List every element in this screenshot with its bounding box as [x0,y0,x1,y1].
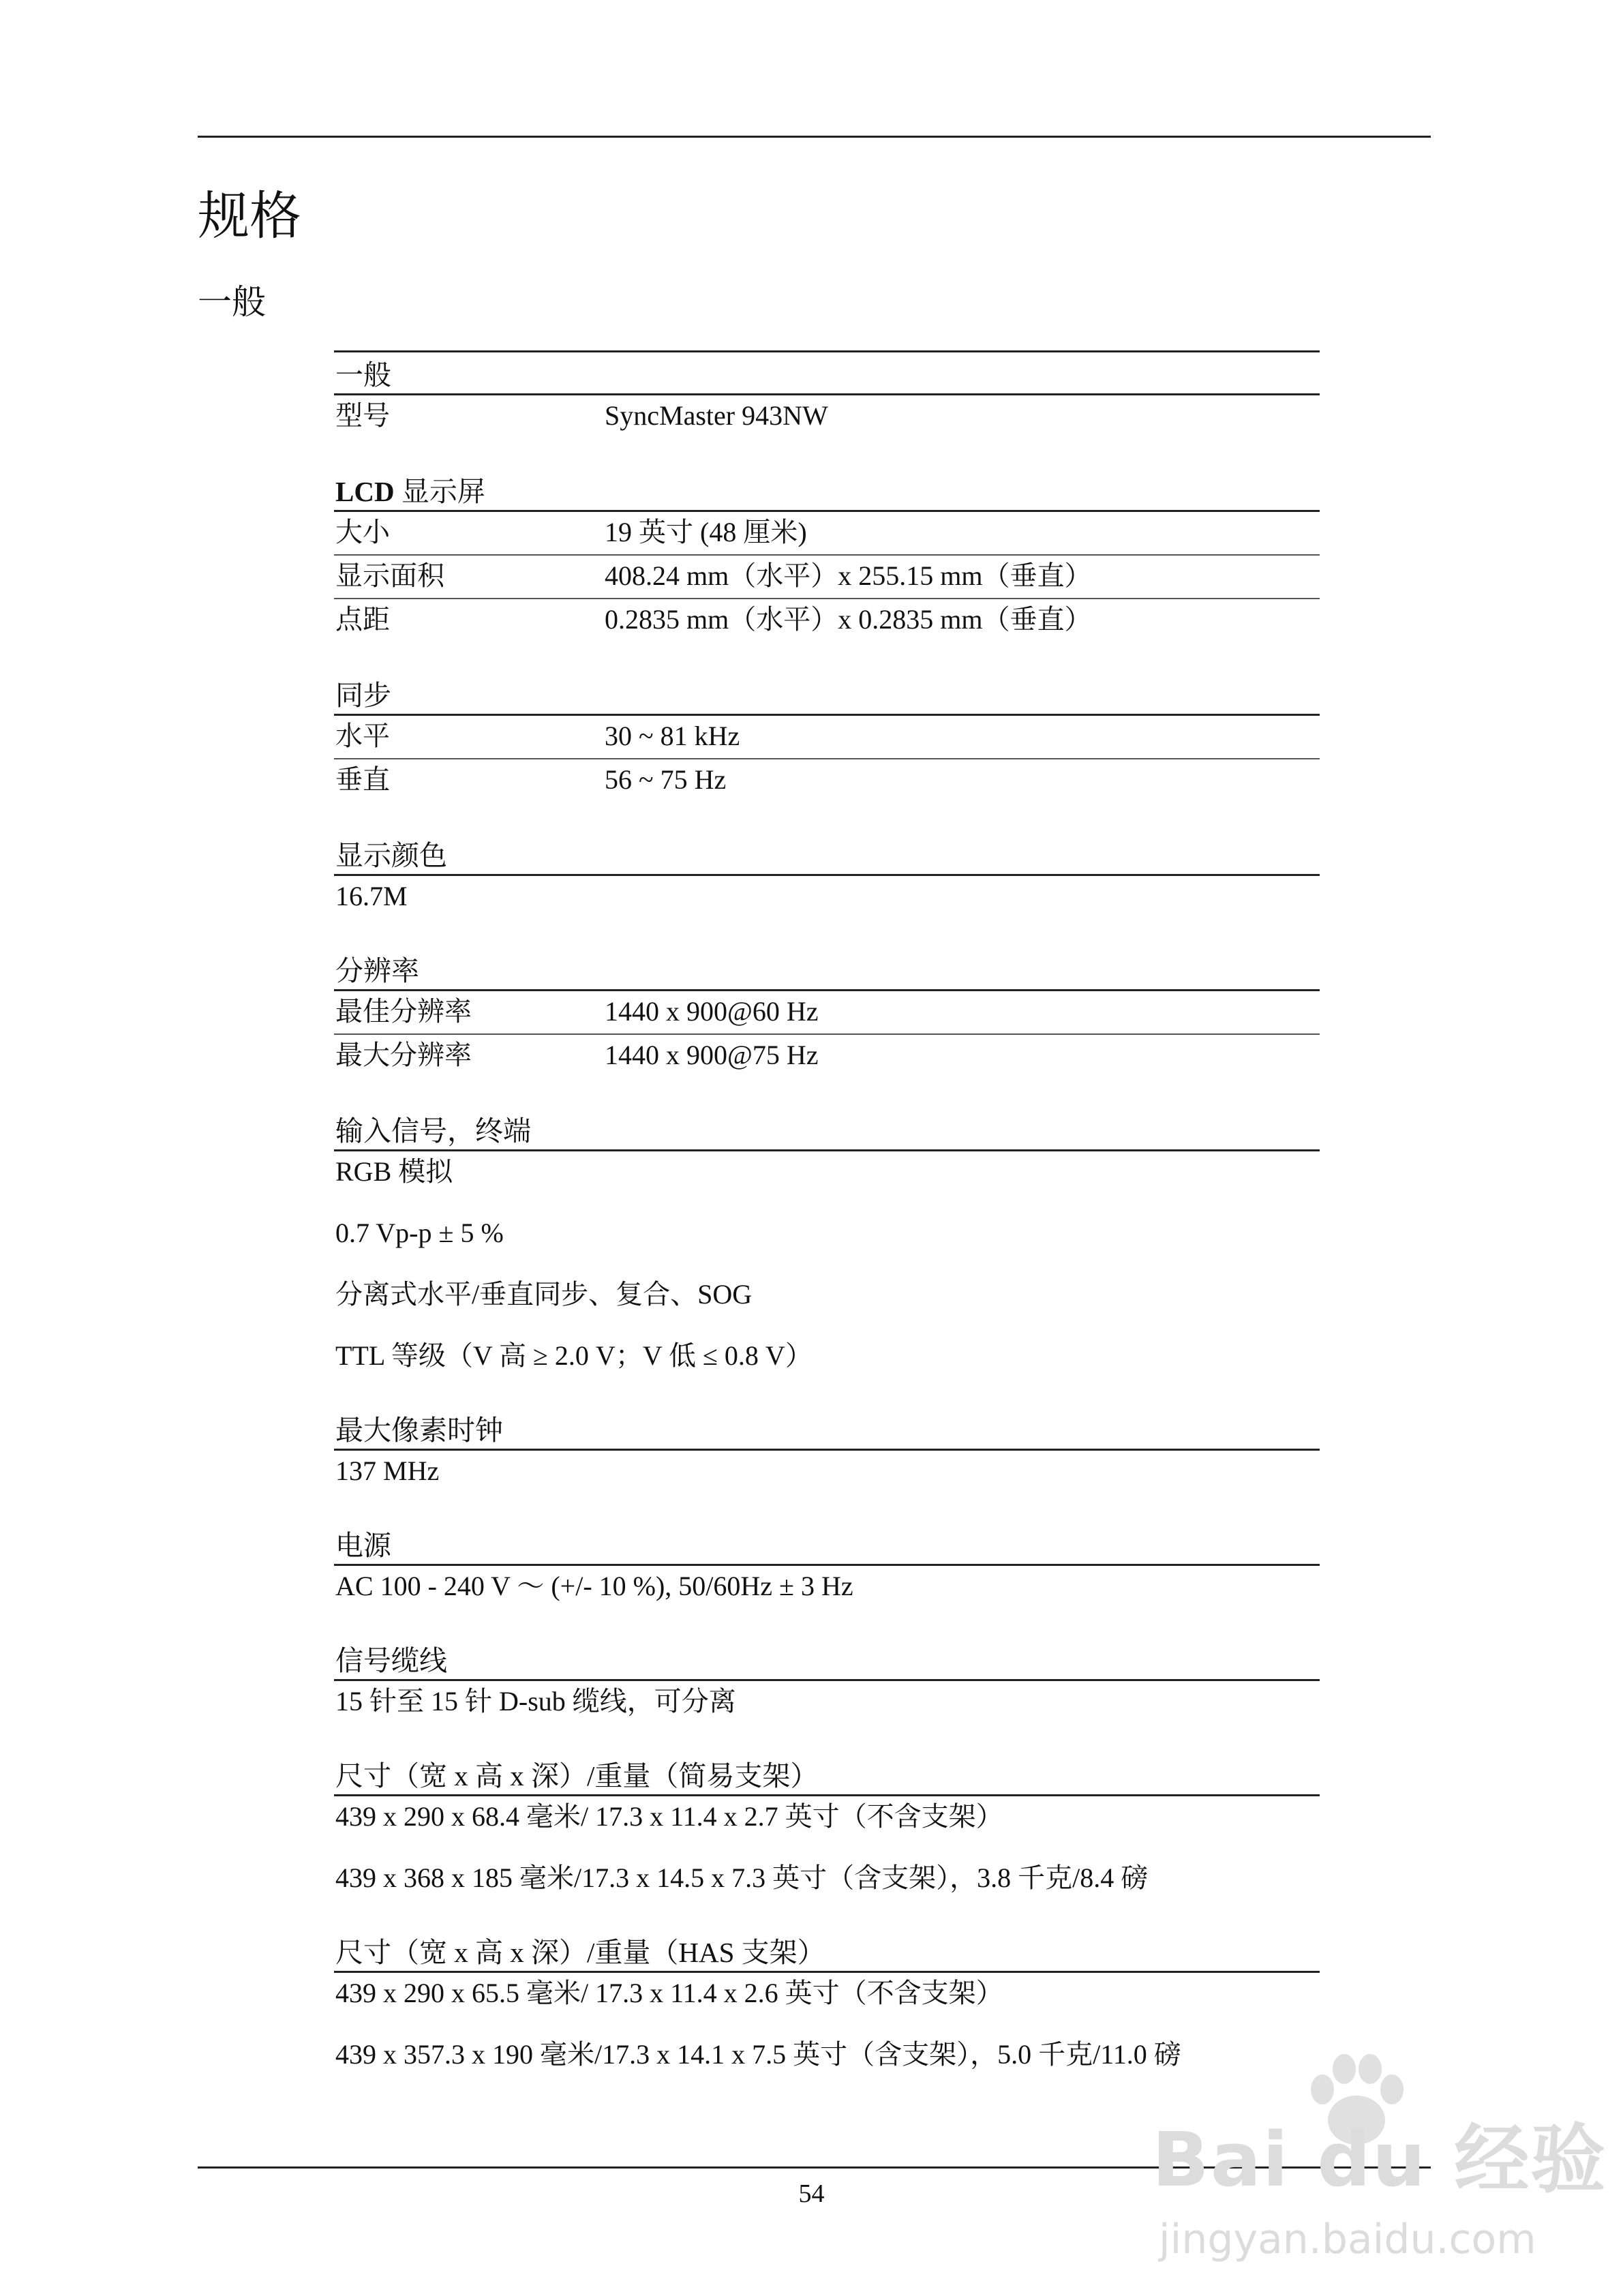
group-title [334,1113,1320,1151]
spec-key: 最大分辨率 [335,1040,472,1070]
spec-row [334,716,1320,758]
spec-group [334,1642,1320,1722]
group-title [334,1757,1320,1796]
group-title-bold: LCD [335,476,395,507]
spec-line: 137 MHz [335,1455,440,1486]
spec-row [334,512,1320,554]
spec-value: 56 ~ 75 Hz [605,764,727,795]
spec-key: 垂直 [335,764,390,795]
spec-line: AC 100 - 240 V ～ (+/- 10 %), 50/60Hz ± 3 Hz [335,1571,853,1601]
spec-group [334,1757,1320,1899]
spec-key: 点距 [335,604,390,635]
spec-group [334,837,1320,917]
spec-line: 分离式水平/垂直同步、复合、SOG [335,1279,753,1310]
group-title-text: 显示颜色 [335,840,447,871]
group-title [334,473,1320,512]
spec-row [334,1033,1320,1077]
group-title-text: 电源 [335,1530,391,1561]
group-title-text: 尺寸（宽 x 高 x 深）/重量（简易支架） [335,1760,819,1792]
watermark-brand: Bai du 经验 [1152,2116,1607,2203]
group-title-text: 一般 [335,359,391,391]
spec-line: 439 x 357.3 x 190 毫米/17.3 x 14.1 x 7.5 英寸（含支架），5.0 千克/11.0 磅 [335,2039,1181,2070]
spec-line: 0.7 Vp-p ± 5 % [335,1218,504,1248]
group-title [334,1642,1320,1681]
spec-key: 最佳分辨率 [335,996,472,1027]
spec-line: 439 x 368 x 185 毫米/17.3 x 14.5 x 7.3 英寸（含支架），3.8 千克/8.4 磅 [335,1862,1149,1893]
spec-key: 大小 [335,517,390,547]
group-title-text: 输入信号，终端 [335,1115,531,1147]
spec-value: 408.24 mm（水平）x 255.15 mm（垂直） [605,560,1092,591]
spec-value: 0.2835 mm（水平）x 0.2835 mm（垂直） [605,604,1092,635]
group-title [334,837,1320,876]
spec-key: 水平 [335,721,390,751]
spec-key: 型号 [335,400,390,431]
spec-value: 30 ~ 81 kHz [605,721,740,751]
group-title-text: 信号缆线 [335,1645,447,1676]
spec-line: TTL 等级（V 高 ≥ 2.0 V；V 低 ≤ 0.8 V） [335,1340,813,1371]
top-rule [198,136,1431,138]
spec-value: 1440 x 900@75 Hz [605,1040,819,1070]
spec-value: 19 英寸 (48 厘米) [605,517,807,547]
group-title [334,357,1320,395]
spec-group [334,1934,1320,2075]
spec-group [334,1113,1320,1376]
spec-line: RGB 模拟 [335,1156,453,1187]
spec-row [334,395,1320,438]
spec-group [334,350,1320,438]
group-title-text: 最大像素时钟 [335,1415,503,1446]
spec-group [334,473,1320,641]
group-title-text: 尺寸（宽 x 高 x 深）/重量（HAS 支架） [335,1937,825,1968]
spec-group [334,1412,1320,1492]
page-title: 规格 [198,188,301,245]
spec-group [334,677,1320,802]
spec-row [334,991,1320,1033]
spec-row [334,758,1320,802]
spec-line: 15 针至 15 针 D-sub 缆线，可分离 [335,1686,736,1717]
group-title [334,677,1320,716]
spec-line: 439 x 290 x 68.4 毫米/ 17.3 x 11.4 x 2.7 英寸（不含支架） [335,1801,1003,1832]
spec-value: 1440 x 900@60 Hz [605,996,819,1027]
group-title [334,1527,1320,1566]
page-number: 54 [798,2179,825,2208]
group-title [334,952,1320,991]
group-title-text: 显示屏 [394,476,485,507]
spec-row [334,554,1320,598]
group-title [334,1412,1320,1451]
spec-line: 16.7M [335,881,408,911]
spec-value: SyncMaster 943NW [605,400,828,431]
spec-group [334,1527,1320,1607]
group-title-text: 同步 [335,680,391,711]
spec-line: 439 x 290 x 65.5 毫米/ 17.3 x 11.4 x 2.6 英寸（不含支架） [335,1978,1003,2008]
group-title [334,1934,1320,1973]
group-title-text: 分辨率 [335,955,419,986]
spec-group [334,952,1320,1077]
spec-table [334,350,1320,2075]
spec-row [334,598,1320,641]
section-title: 一般 [198,283,266,321]
watermark-url: jingyan.baidu.com [1159,2216,1536,2263]
spec-key: 显示面积 [335,560,444,591]
